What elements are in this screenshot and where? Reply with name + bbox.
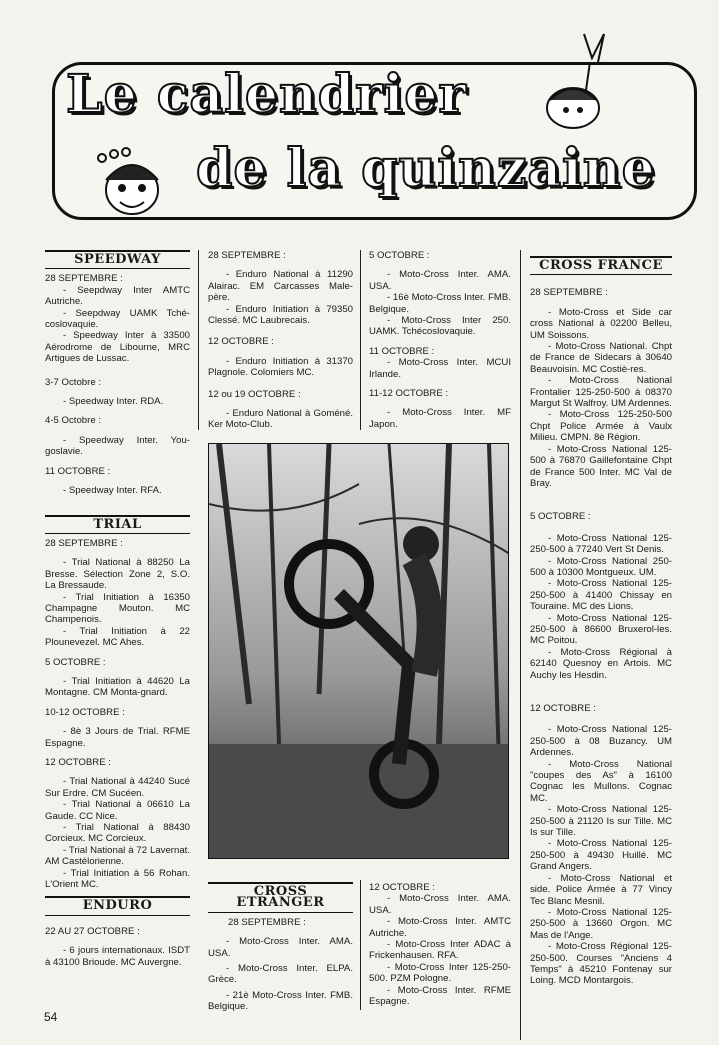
rider-illustration — [528, 28, 618, 140]
event-entry: - Moto-Cross Inter. ELPA. Grèce. — [208, 963, 353, 986]
date-label: 28 SEPTEMBRE : — [228, 916, 306, 928]
event-entry: - Trial National à 72 Lavernat. AM Castélorienne. — [45, 844, 190, 868]
event-entry: - Speedway Inter. RFA. — [63, 485, 162, 497]
event-entry: - Trial National à 44240 Sucé Sur Erdre. CM Sucéen. — [45, 776, 190, 799]
date-label: 4-5 Octobre : — [45, 415, 101, 427]
event-entry: - Trial Initiation à 44620 La Montagne. CM Monta-gnard. — [45, 675, 190, 699]
page-number: 54 — [44, 1010, 58, 1024]
date-label: 5 OCTOBRE : — [45, 656, 106, 668]
date-label: 28 SEPTEMBRE : — [530, 287, 608, 299]
date-label: 28 SEPTEMBRE : — [45, 537, 123, 549]
column-cross-inter-12-octobre — [369, 882, 511, 1007]
column-rule — [198, 250, 199, 430]
event-entry: - Seepdway UAMK Tché-coslovaquie. — [45, 307, 190, 331]
event-entry: - Speedway Inter. RDA. — [63, 396, 164, 408]
date-label: 12 OCTOBRE : — [369, 882, 435, 893]
column-rule — [520, 250, 521, 1040]
event-entry: - Moto-Cross National 125-250-500 à 41400 Chissay en Touraine. MC des Lions. — [530, 578, 672, 613]
event-entry: - Moto-Cross National et side. Police Armée à 77 Vincy Tec Blanc Mesnil. — [530, 872, 672, 907]
date-label: 10-12 OCTOBRE : — [45, 706, 125, 718]
event-entry: - Moto-Cross Régional à 62140 Quesnoy en Artois. MC Auchy les Hesdin. — [530, 646, 672, 681]
event-entry: - 6 jours internationaux. ISDT à 43100 Brioude. MC Auvergne. — [45, 945, 190, 968]
column-cross-france — [530, 256, 672, 987]
event-entry: - Moto-Cross National 125-250-500 à 08 Buzancy. UM Ardennes. — [530, 724, 672, 759]
event-entry: - Moto-Cross Régional 125-250-500. Courses "Anciens 4 Temps" à 45210 Fontenay sur Loing. MCD Montargois. — [530, 941, 672, 987]
date-label: 12 ou 19 OCTOBRE : — [208, 388, 301, 400]
date-label: 12 OCTOBRE : — [45, 757, 111, 768]
date-label: 28 SEPTEMBRE : — [208, 250, 286, 261]
section-heading-cross-france: CROSS FRANCE — [530, 256, 672, 275]
event-entry: - 8è 3 Jours de Trial. RFME Espagne. — [45, 726, 190, 749]
event-entry: - Enduro National à Goméné. Ker Moto-Club. — [208, 408, 353, 431]
date-label: 28 SEPTEMBRE : — [45, 273, 123, 285]
event-entry: - Moto-Cross National Frontalier 125-250-500 à 08370 Margut St Walfroy. UM Ardennes. — [530, 375, 672, 410]
date-label: 11 OCTOBRE : — [369, 345, 435, 357]
column-cross-inter-dates — [369, 250, 511, 430]
date-label: 22 AU 27 OCTOBRE : — [45, 925, 140, 937]
section-heading-trial: TRIAL — [45, 515, 190, 534]
event-entry: - 21è Moto-Cross Inter. FMB. Belgique. — [208, 989, 353, 1013]
event-entry: - Trial Initiation à 56 Rohan. L'Orient MC. — [45, 867, 190, 891]
event-entry: - Moto-Cross National 125-250-500 à 13660 Orgon. MC Mas de l'Ange. — [530, 906, 672, 941]
event-entry: - Moto-Cross Inter. MF Japon. — [369, 407, 511, 430]
event-entry: - Moto-Cross National 125-250-500 à 21120 Is sur Tille. MC Is sur Tille. — [530, 804, 672, 839]
event-entry: - Moto-Cross Inter. RFME Espagne. — [369, 984, 511, 1008]
date-label: 12 OCTOBRE : — [208, 336, 274, 348]
event-entry: - Moto-Cross 125-250-500 Chpt Police Armée à Vaulx Milieu. CMPN. 8è Région. — [530, 409, 672, 444]
date-label: 5 OCTOBRE : — [369, 250, 430, 261]
title-line-2: de la quinzaine — [196, 138, 656, 199]
date-label: 3-7 Octobre : — [45, 376, 101, 388]
event-entry: - Moto-Cross Inter. AMTC Autriche. — [369, 916, 511, 939]
event-entry: - 16è Moto-Cross Inter. FMB. Belgique. — [369, 292, 511, 315]
event-entry: - Enduro Initiation à 31370 Plagnole. Colomiers MC. — [208, 355, 353, 379]
speedway-block-1 — [45, 273, 190, 364]
motocross-photo — [208, 443, 509, 859]
event-entry: - Moto-Cross Inter. AMA. USA. — [369, 893, 511, 916]
jester-illustration — [92, 140, 172, 220]
event-entry: - Moto-Cross National 125-250-500 à 49430 Huillé. MC Grand Angers. — [530, 838, 672, 873]
column-speedway-trial-enduro — [45, 250, 190, 968]
event-entry: - Moto-Cross Inter. MCUI Irlande. — [369, 357, 511, 380]
section-heading-enduro: ENDURO — [45, 896, 190, 915]
event-entry: - Moto-Cross National 125-250-500 à 77240 Vert St Denis. — [530, 532, 672, 556]
event-entry: - Trial Initiation à 22 Plounevezel. MC Ahes. — [45, 625, 190, 649]
event-entry: - Moto-Cross National "coupes des As" à 16100 Cognac les Mullons. Cognac MC. — [530, 758, 672, 804]
event-entry: - Trial Initiation à 16350 Champagne Mouton. MC Champenois. — [45, 591, 190, 626]
event-entry: - Speedway Inter à 33500 Aérodrome de Libourne, MRC Artigues de Lussac. — [45, 330, 190, 365]
event-entry: - Seepdway Inter AMTC Autriche. — [45, 284, 190, 308]
event-entry: - Moto-Cross Inter 125-250-500. PZM Pologne. — [369, 961, 511, 985]
event-entry: - Moto-Cross National. Chpt de France de Sidecars à 30640 Beauvoisin. MC Costiè-res. — [530, 341, 672, 375]
event-entry: - Trial National à 88430 Corcieux. MC Corcieux. — [45, 822, 190, 845]
event-entry: - Moto-Cross Inter ADAC à Frickenhausen. RFA. — [369, 939, 511, 962]
event-entry: - Moto-Cross Inter. AMA. USA. — [208, 936, 353, 959]
title-line-1: Le calendrier — [66, 64, 467, 125]
event-entry: - Moto-Cross National 125-500 à 76870 Gaillefontaine Chpt de France 500 Inter. MC Val de Bray. — [530, 443, 672, 489]
event-entry: - Moto-Cross National 250-500 à 10300 Montgueux. UM. — [530, 555, 672, 578]
event-entry: - Enduro Initiation à 79350 Clessé. MC Laubrecais. — [208, 303, 353, 327]
column-rule — [360, 880, 361, 1010]
date-label: 11-12 OCTOBRE : — [369, 388, 449, 400]
event-entry: - Moto-Cross et Side car cross National à 02200 Belleu, UM Soissons. — [530, 306, 672, 341]
event-entry: - Moto-Cross Inter. AMA. USA. — [369, 269, 511, 292]
section-heading-cross-etranger: CROSS ETRANGER — [208, 882, 353, 913]
section-heading-speedway: SPEEDWAY — [45, 250, 190, 269]
column-enduro-dates — [208, 250, 353, 431]
event-entry: - Speedway Inter. You-goslavie. — [45, 434, 190, 458]
column-rule — [360, 250, 361, 430]
event-entry: - Trial National à 88250 La Bresse. Sélection Zone 2, S.O. La Bressaude. — [45, 557, 190, 592]
date-label: 5 OCTOBRE : — [530, 511, 591, 523]
event-entry: - Enduro National à 11290 Alairac. EM Carcasses Male-père. — [208, 269, 353, 304]
event-entry: - Moto-Cross Inter 250. UAMK. Tchécoslovaquie. — [369, 315, 511, 338]
column-cross-etranger — [208, 882, 353, 1013]
date-label: 11 OCTOBRE : — [45, 465, 111, 477]
event-entry: - Moto-Cross National 125-250-500 à 86600 Bruxerol-les. MC Poitou. — [530, 612, 672, 647]
date-label: 12 OCTOBRE : — [530, 703, 596, 714]
event-entry: - Trial National à 06610 La Gaude. CC Nice. — [45, 799, 190, 822]
